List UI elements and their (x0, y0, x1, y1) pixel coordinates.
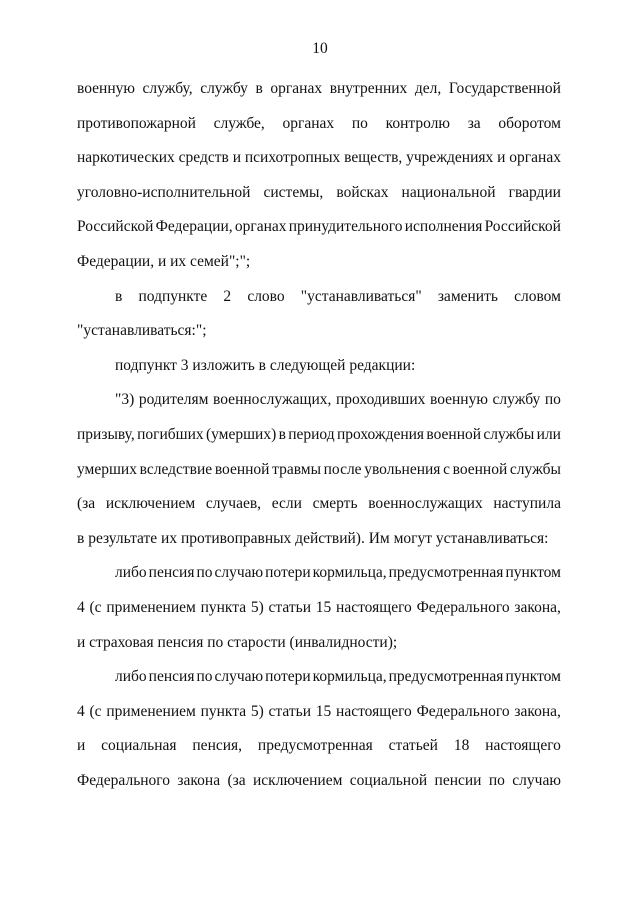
text-line (77, 703, 561, 738)
word: органах (234, 218, 287, 236)
word: органах (509, 149, 561, 167)
word: войсках (336, 183, 389, 201)
word: внутренних (329, 80, 408, 97)
word: органах (270, 80, 323, 97)
word: веществ, (344, 149, 403, 167)
word: уголовно-исполнительной (77, 183, 251, 201)
word: и (77, 737, 86, 755)
word: службу, (142, 80, 193, 97)
word: и (497, 149, 506, 167)
word: социальная (101, 737, 177, 755)
word: 2 (223, 287, 232, 305)
word: прохождения (336, 425, 425, 443)
word: потери (265, 668, 311, 686)
word: либо (115, 668, 147, 686)
text-line (77, 426, 561, 461)
text-line (77, 288, 561, 323)
word: настоящего (336, 702, 412, 720)
word: заменить (437, 287, 498, 305)
text-line (77, 218, 561, 253)
word: пенсия (148, 668, 195, 686)
word: средств (178, 149, 229, 167)
word: контролю (385, 114, 450, 132)
word: статьей (388, 737, 438, 755)
word: в (115, 287, 123, 305)
word: за (467, 114, 481, 132)
word: вследствие (139, 460, 213, 478)
word: военнослужащих, (213, 391, 332, 409)
word: наркотических (77, 149, 175, 167)
word: исключением (105, 495, 196, 513)
word: пунктом (505, 668, 561, 686)
word: системы, (263, 183, 324, 201)
word: (за (227, 771, 246, 789)
word: призыву, (77, 425, 135, 443)
word: закона (177, 771, 221, 789)
word: закона, (514, 598, 561, 616)
word: Федерации, (155, 218, 233, 236)
text-line (77, 115, 561, 150)
word: пункта (200, 702, 247, 720)
word: оборотом (498, 114, 561, 132)
word: если (271, 495, 302, 513)
document-body (77, 80, 561, 806)
word: 15 (315, 598, 332, 616)
word: пунктом (505, 564, 561, 582)
word: военную (429, 391, 488, 409)
word: период (288, 425, 335, 443)
word: 18 (453, 737, 470, 755)
word: или (536, 425, 561, 443)
word: проходивших (336, 391, 426, 409)
word: психотропных (244, 149, 341, 167)
word: 4 (77, 598, 85, 616)
word: (за (77, 495, 96, 513)
word: Федерального (416, 598, 510, 616)
word: службу (492, 391, 541, 409)
word: словом (514, 287, 561, 305)
word: случаю (214, 668, 264, 686)
word: военнослужащих (368, 495, 483, 513)
word: учреждениях (406, 149, 494, 167)
word: настоящего (336, 598, 412, 616)
text-line: и страховая пенсия по старости (инвалидности); (77, 633, 398, 651)
word: 5) (250, 598, 264, 616)
word: с (443, 460, 450, 478)
text-line (77, 391, 561, 426)
text-line (77, 772, 561, 807)
word: исполнения (404, 218, 483, 236)
word: увольнения (364, 460, 441, 478)
word: и (232, 149, 241, 167)
word: военной (426, 425, 482, 443)
word: травмы (272, 460, 321, 478)
word: предусмотренная (257, 737, 373, 755)
word: случаю (512, 771, 561, 789)
word: родителям (138, 391, 209, 409)
word: службы (509, 460, 561, 478)
word: Федерального (77, 771, 171, 789)
word: Государственной (448, 80, 561, 97)
text-line (77, 184, 561, 219)
word: кормильца, (312, 668, 387, 686)
text-line: "устанавливаться:"; (77, 322, 207, 340)
word: пенсия, (192, 737, 243, 755)
word: наступила (493, 495, 561, 513)
word: по (544, 391, 561, 409)
word: смерть (312, 495, 358, 513)
word: принудительного (288, 218, 403, 236)
word: военной (452, 460, 508, 478)
text-line (77, 80, 561, 115)
word: 5) (250, 702, 264, 720)
word: статьи (268, 702, 312, 720)
text-line: Федерации, и их семей";"; (77, 252, 251, 270)
text-line: подпункт 3 изложить в следующей редакции: (115, 356, 416, 374)
word: "устанавливаться" (300, 287, 422, 305)
word: настоящего (485, 737, 561, 755)
text-line (77, 149, 561, 184)
word: органах (282, 114, 335, 132)
word: потери (265, 564, 311, 582)
text-line: в результате их противоправных действий). Им могут устанавливаться: (77, 529, 549, 547)
text-line (77, 461, 561, 496)
word: социальной (349, 771, 428, 789)
word: (с (89, 598, 102, 616)
word: либо (115, 564, 147, 582)
word: пенсия (148, 564, 195, 582)
word: (с (89, 702, 102, 720)
word: применением (106, 702, 196, 720)
word: гвардии (508, 183, 561, 201)
word: дел, (414, 80, 442, 97)
word: умерших (77, 460, 137, 478)
word: военной (214, 460, 270, 478)
word: предусмотренная (388, 564, 504, 582)
word: Российской (484, 218, 561, 236)
word: национальной (401, 183, 496, 201)
word: пункта (200, 598, 247, 616)
text-line (77, 599, 561, 634)
word: слово (247, 287, 285, 305)
word: кормильца, (312, 564, 387, 582)
word: подпункте (138, 287, 208, 305)
word: исключением (253, 771, 343, 789)
word: Федерального (416, 702, 510, 720)
word: (умерших) (205, 425, 277, 443)
word: военную (77, 80, 135, 97)
word: применением (106, 598, 196, 616)
word: закона, (514, 702, 561, 720)
word: по (351, 114, 368, 132)
word: "3) (115, 391, 135, 409)
word: предусмотренная (388, 668, 504, 686)
word: службе, (213, 114, 265, 132)
word: в (255, 80, 263, 97)
word: после (323, 460, 362, 478)
text-line (77, 495, 561, 530)
text-line (77, 668, 561, 703)
word: погибших (137, 425, 204, 443)
word: статьи (268, 598, 312, 616)
word: 15 (315, 702, 332, 720)
word: по (196, 668, 213, 686)
word: 4 (77, 702, 85, 720)
word: случаев, (205, 495, 262, 513)
word: службу (200, 80, 248, 97)
text-line (77, 737, 561, 772)
word: службы (483, 425, 535, 443)
page-number: 10 (312, 40, 328, 57)
word: по (488, 771, 505, 789)
text-line (77, 564, 561, 599)
word: Российской (77, 218, 154, 236)
word: случаю (214, 564, 264, 582)
word: пенсии (434, 771, 482, 789)
word: по (196, 564, 213, 582)
word: в (278, 425, 286, 443)
word: противопожарной (77, 114, 196, 132)
